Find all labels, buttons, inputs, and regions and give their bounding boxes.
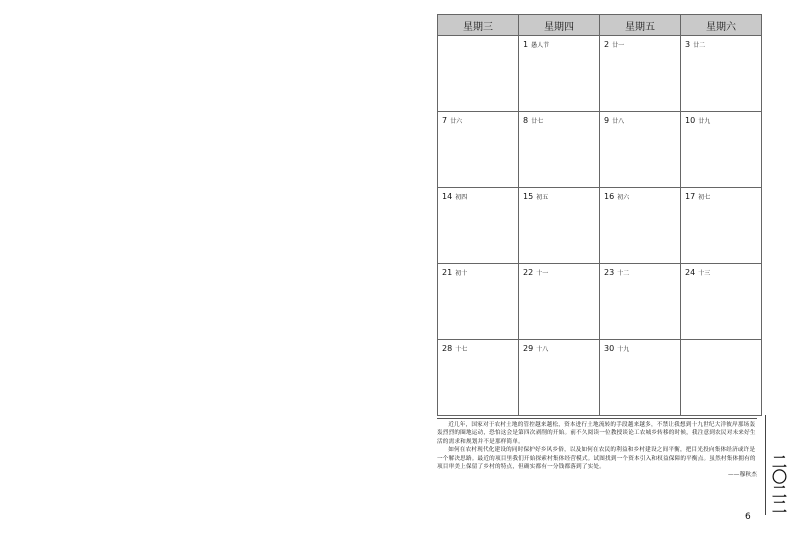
calendar-empty-cell[interactable] xyxy=(681,340,762,416)
lunar-date: 廿一 xyxy=(612,42,625,49)
lunar-date: 廿九 xyxy=(698,118,711,125)
weekday-header: 星期三 xyxy=(438,15,519,36)
lunar-date: 初十 xyxy=(455,270,468,277)
quote-source: ——穆秋杰 xyxy=(728,472,757,479)
quote-paragraph: 近几年，国家对于农村土地的管控越来越松，资本进行土地流转的手段越来越多，不禁让我想到十九世纪大洋彼岸那场轰轰烈烈的圈地运动，恐怕这会是第四次剥削的开始。前不久阅读一位教授谈论工农城乡转移的时候，我注意到农民对未来好生活的需求和规划并不是那样简单。 xyxy=(437,422,756,445)
calendar-day-cell[interactable] xyxy=(681,188,762,264)
page-number: 6 xyxy=(745,512,751,522)
day-number: 9 xyxy=(604,116,610,125)
lunar-date: 初七 xyxy=(698,194,711,201)
day-number: 21 xyxy=(442,268,453,277)
lunar-date: 十二 xyxy=(617,270,630,277)
day-number: 24 xyxy=(685,268,696,277)
lunar-date: 十八 xyxy=(536,346,549,353)
lunar-date: 初四 xyxy=(455,194,468,201)
quote-paragraph: 如何在农村现代化建设的同时保护好乡风乡俗，以及如何在农民的利益和乡村建设之间平衡，把目光投向集体经济或许是一个解决思路。最近的项目里我们开始探索村集体经营模式。试图找到一个资本引入和权益保障的平衡点。虽然村集体拥有的项目审美上保留了乡村的特点，但确实都有一分钱都落到了实处。 xyxy=(437,447,756,471)
calendar-week-row xyxy=(438,340,762,416)
day-number: 16 xyxy=(604,192,615,201)
lunar-date: 廿六 xyxy=(450,118,463,125)
calendar-day-cell[interactable] xyxy=(681,36,762,112)
lunar-date: 廿八 xyxy=(612,118,625,125)
calendar-week-row xyxy=(438,112,762,188)
weekday-header: 星期五 xyxy=(600,15,681,36)
calendar-week-row xyxy=(438,36,762,112)
calendar-day-cell[interactable] xyxy=(519,188,600,264)
lunar-date: 初五 xyxy=(536,194,549,201)
day-number: 17 xyxy=(685,192,696,201)
calendar-day-cell[interactable] xyxy=(681,264,762,340)
lunar-date: 十一 xyxy=(536,270,549,277)
lunar-date: 十三 xyxy=(698,270,711,277)
calendar-day-cell[interactable] xyxy=(519,36,600,112)
calendar-day-cell[interactable] xyxy=(519,340,600,416)
calendar-day-cell[interactable] xyxy=(681,112,762,188)
calendar-day-cell[interactable] xyxy=(600,340,681,416)
calendar-day-cell[interactable] xyxy=(519,112,600,188)
weekday-header: 星期四 xyxy=(519,15,600,36)
lunar-date: 初六 xyxy=(617,194,630,201)
day-number: 3 xyxy=(685,40,691,49)
day-number: 29 xyxy=(523,344,534,353)
calendar-day-cell[interactable] xyxy=(600,112,681,188)
day-number: 30 xyxy=(604,344,615,353)
day-number: 2 xyxy=(604,40,610,49)
lunar-date: 廿七 xyxy=(531,118,544,125)
day-number: 14 xyxy=(442,192,453,201)
calendar-day-cell[interactable] xyxy=(438,112,519,188)
day-number: 15 xyxy=(523,192,534,201)
day-number: 28 xyxy=(442,344,453,353)
weekday-header: 星期六 xyxy=(681,15,762,36)
lunar-date: 愚人节 xyxy=(531,42,550,49)
calendar-day-cell[interactable] xyxy=(438,340,519,416)
day-number: 7 xyxy=(442,116,448,125)
calendar-day-cell[interactable] xyxy=(519,264,600,340)
day-number: 8 xyxy=(523,116,529,125)
calendar-empty-cell[interactable] xyxy=(438,36,519,112)
calendar-week-row xyxy=(438,264,762,340)
lunar-date: 十九 xyxy=(617,346,630,353)
calendar-day-cell[interactable] xyxy=(600,188,681,264)
day-number: 22 xyxy=(523,268,534,277)
lunar-date: 廿二 xyxy=(693,42,706,49)
calendar-day-cell[interactable] xyxy=(438,264,519,340)
calendar-day-cell[interactable] xyxy=(600,264,681,340)
lunar-date: 十七 xyxy=(455,346,468,353)
day-number: 1 xyxy=(523,40,529,49)
calendar-week-row xyxy=(438,188,762,264)
year-logo: 二〇二二 xyxy=(770,454,788,514)
calendar-grid-right xyxy=(437,14,762,416)
day-number: 23 xyxy=(604,268,615,277)
quote-block-right xyxy=(437,418,757,480)
calendar-day-cell[interactable] xyxy=(438,188,519,264)
side-rule xyxy=(765,415,766,515)
calendar-day-cell[interactable] xyxy=(600,36,681,112)
day-number: 10 xyxy=(685,116,696,125)
